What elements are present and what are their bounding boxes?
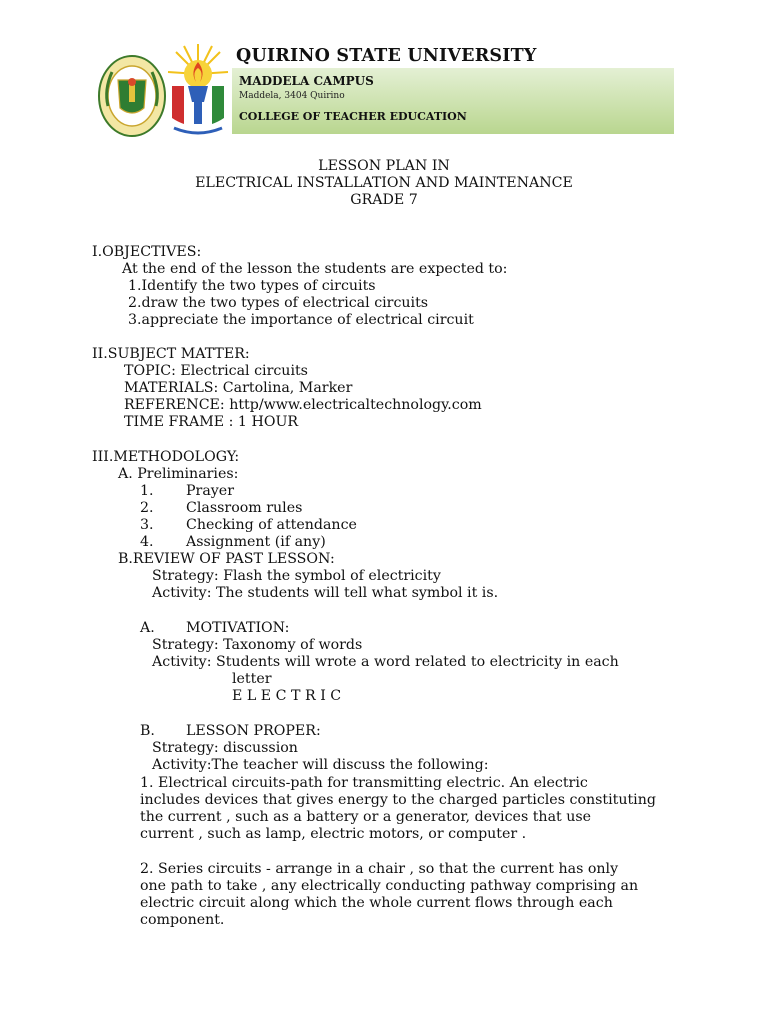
discussion-point-1: includes devices that gives energy to the charged particles constituting bbox=[140, 792, 656, 808]
prelim-number: 4. bbox=[140, 534, 154, 550]
lesson-activity: Activity:The teacher will discuss the following: bbox=[152, 757, 489, 773]
preliminaries-heading: A. Preliminaries: bbox=[118, 466, 239, 482]
objective-item: 3.appreciate the importance of electrical circuit bbox=[128, 312, 474, 328]
motivation-word: E L E C T R I C bbox=[232, 688, 342, 704]
discussion-point-2: component. bbox=[140, 912, 225, 928]
objectives-intro: At the end of the lesson the students are expected to: bbox=[122, 261, 508, 277]
discussion-point-1: current , such as lamp, electric motors, or computer . bbox=[140, 826, 527, 842]
discussion-point-1: 1. Electrical circuits-path for transmitting electric. An electric bbox=[140, 775, 588, 791]
subject-reference: REFERENCE: http/www.electricaltechnology.com bbox=[124, 397, 482, 413]
review-activity: Activity: The students will tell what symbol it is. bbox=[152, 585, 499, 601]
motivation-strategy: Strategy: Taxonomy of words bbox=[152, 637, 363, 653]
subject-materials: MATERIALS: Cartolina, Marker bbox=[124, 380, 353, 396]
title-line-3: GRADE 7 bbox=[350, 192, 418, 208]
prelim-item: Assignment (if any) bbox=[186, 534, 326, 550]
prelim-number: 2. bbox=[140, 500, 154, 516]
motivation-letter: A. bbox=[140, 620, 155, 636]
prelim-item: Checking of attendance bbox=[186, 517, 357, 533]
methodology-heading: III.METHODOLOGY: bbox=[92, 449, 240, 465]
subject-heading: II.SUBJECT MATTER: bbox=[92, 346, 250, 362]
prelim-item: Prayer bbox=[186, 483, 234, 499]
university-seal-icon bbox=[96, 50, 168, 140]
lesson-strategy: Strategy: discussion bbox=[152, 740, 298, 756]
prelim-item: Classroom rules bbox=[186, 500, 303, 516]
discussion-point-2: one path to take , any electrically conducting pathway comprising an bbox=[140, 878, 639, 894]
title-line-1: LESSON PLAN IN bbox=[318, 158, 450, 174]
review-strategy: Strategy: Flash the symbol of electricity bbox=[152, 568, 441, 584]
subject-topic: TOPIC: Electrical circuits bbox=[124, 363, 308, 379]
campus-address: Maddela, 3404 Quirino bbox=[239, 91, 345, 101]
discussion-point-2: electric circuit along which the whole current flows through each bbox=[140, 895, 613, 911]
motivation-activity: Activity: Students will wrote a word related to electricity in each bbox=[152, 654, 619, 670]
lesson-letter: B. bbox=[140, 723, 155, 739]
university-name: QUIRINO STATE UNIVERSITY bbox=[236, 46, 537, 66]
discussion-point-1: the current , such as a battery or a generator, devices that use bbox=[140, 809, 592, 825]
torch-logo-icon bbox=[166, 42, 230, 138]
letterhead bbox=[92, 40, 676, 140]
objectives-heading: I.OBJECTIVES: bbox=[92, 244, 202, 260]
motivation-activity-continued: letter bbox=[232, 671, 272, 687]
review-heading: B.REVIEW OF PAST LESSON: bbox=[118, 551, 335, 567]
college-name: COLLEGE OF TEACHER EDUCATION bbox=[239, 110, 467, 123]
title-line-2: ELECTRICAL INSTALLATION AND MAINTENANCE bbox=[195, 175, 573, 191]
discussion-point-2: 2. Series circuits - arrange in a chair , so that the current has only bbox=[140, 861, 619, 877]
prelim-number: 3. bbox=[140, 517, 154, 533]
prelim-number: 1. bbox=[140, 483, 154, 499]
motivation-heading: MOTIVATION: bbox=[186, 620, 290, 636]
lesson-proper-heading: LESSON PROPER: bbox=[186, 723, 321, 739]
objective-item: 1.Identify the two types of circuits bbox=[128, 278, 376, 294]
objective-item: 2.draw the two types of electrical circuits bbox=[128, 295, 429, 311]
campus-name: MADDELA CAMPUS bbox=[239, 74, 374, 88]
subject-time-frame: TIME FRAME : 1 HOUR bbox=[124, 414, 299, 430]
